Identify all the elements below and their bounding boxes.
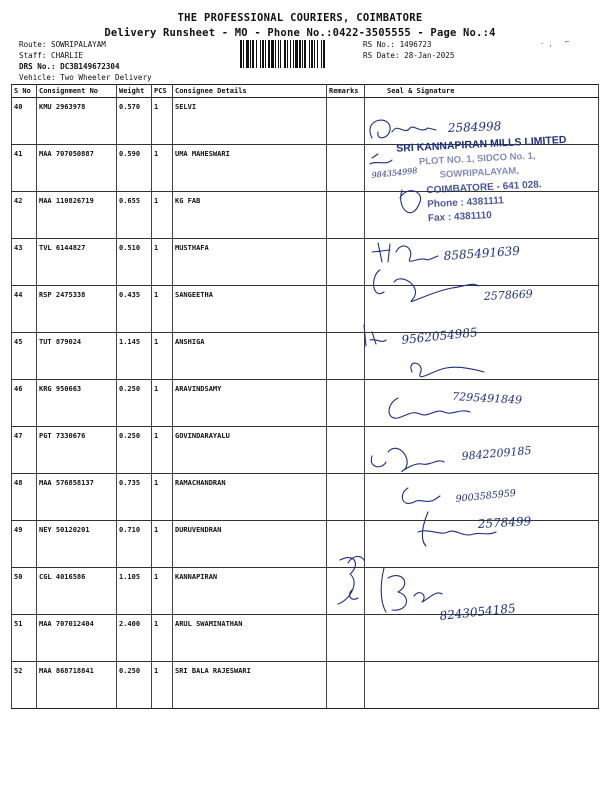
- row-pcs: 1: [152, 521, 173, 568]
- row-weight: 2.400: [117, 615, 152, 662]
- row-consignment-no: MAA 576858137: [37, 474, 117, 521]
- row-remarks: [327, 286, 365, 333]
- row-consignment-no: NEY 50120201: [37, 521, 117, 568]
- row-remarks: [327, 662, 365, 709]
- row-sno: 48: [12, 474, 37, 521]
- runsheet-table: [11, 84, 599, 709]
- staff-label: Staff: CHARLIE: [19, 51, 84, 60]
- row-consignment-no: TUT 879024: [37, 333, 117, 380]
- row-consignee: KG FAB: [173, 192, 327, 239]
- vehicle-label: Vehicle: Two Wheeler Delivery: [19, 73, 152, 82]
- row-pcs: 1: [152, 98, 173, 145]
- barcode-bar: [262, 40, 264, 68]
- table-header-row: [12, 85, 599, 98]
- row-consignment-no: MAA 110826719: [37, 192, 117, 239]
- barcode-bar: [284, 40, 286, 68]
- row-sno: 41: [12, 145, 37, 192]
- row-remarks: [327, 474, 365, 521]
- row-pcs: 1: [152, 145, 173, 192]
- barcode-bar: [271, 40, 274, 68]
- stamp-line-3: SOWRIPALAYAM,: [439, 165, 520, 181]
- row-sno: 42: [12, 192, 37, 239]
- barcode-bar: [265, 40, 266, 68]
- row-signature: [365, 98, 599, 145]
- stamp-line-2: PLOT NO. 1, SIDCO No. 1,: [418, 150, 536, 168]
- row-consignee: KANNAPIRAN: [173, 568, 327, 615]
- row-consignee: GOVINDARAYALU: [173, 427, 327, 474]
- table-row: [12, 474, 599, 521]
- row-consignment-no: CGL 4016586: [37, 568, 117, 615]
- barcode-bar: [304, 40, 306, 68]
- col-header-sno: S No: [12, 85, 37, 98]
- route-label: Route: SOWRIPALAYAM: [19, 40, 106, 49]
- row-sno: 51: [12, 615, 37, 662]
- table-row: [12, 286, 599, 333]
- handwritten-phone-46: 9562054985: [400, 325, 479, 347]
- col-header-pcs: PCS: [152, 85, 173, 98]
- drs-label: DRS No.: DC3B149672304: [19, 62, 120, 71]
- runsheet-meta-right: [363, 39, 454, 61]
- barcode-bar: [278, 40, 279, 68]
- table-row: [12, 333, 599, 380]
- handwritten-phone-49: 9003585959: [455, 487, 517, 505]
- row-weight: 0.250: [117, 380, 152, 427]
- row-pcs: 1: [152, 380, 173, 427]
- rs-date: RS Date: 28-Jan-2025: [363, 51, 455, 60]
- row-remarks: [327, 333, 365, 380]
- row-sno: 47: [12, 427, 37, 474]
- row-remarks: [327, 521, 365, 568]
- barcode-bar: [314, 40, 315, 68]
- row-weight: 0.510: [117, 239, 152, 286]
- handwritten-phone-47: 7295491849: [451, 390, 523, 407]
- row-sno: 49: [12, 521, 37, 568]
- row-remarks: [327, 427, 365, 474]
- row-consignee: DURUVENDRAN: [173, 521, 327, 568]
- row-remarks: [327, 615, 365, 662]
- row-consignee: UMA MAHESWARI: [173, 145, 327, 192]
- barcode-bar: [280, 40, 281, 68]
- barcode-bar: [293, 40, 294, 68]
- row-signature: [365, 615, 599, 662]
- row-pcs: 1: [152, 662, 173, 709]
- barcode-bar: [250, 40, 251, 68]
- table-row: [12, 615, 599, 662]
- row-consignment-no: KMU 2963978: [37, 98, 117, 145]
- runsheet-meta-left: [19, 39, 120, 72]
- row-weight: 0.655: [117, 192, 152, 239]
- table-row: [12, 662, 599, 709]
- row-signature: [365, 145, 599, 192]
- row-weight: 0.710: [117, 521, 152, 568]
- col-header-consignee: Consignee Details: [173, 85, 327, 98]
- row-weight: 1.145: [117, 333, 152, 380]
- barcode-bar: [323, 40, 325, 68]
- table-row: [12, 145, 599, 192]
- row-signature: [365, 427, 599, 474]
- handwritten-phone-48: 9842209185: [461, 443, 532, 463]
- barcode-bar: [252, 40, 254, 68]
- row-weight: 0.735: [117, 474, 152, 521]
- barcode-bar: [275, 40, 276, 68]
- row-signature: [365, 333, 599, 380]
- row-remarks: [327, 192, 365, 239]
- row-pcs: 1: [152, 192, 173, 239]
- row-pcs: 1: [152, 286, 173, 333]
- row-consignee: SELVI: [173, 98, 327, 145]
- barcode-bar: [268, 40, 270, 68]
- stamp-line-6: Fax : 4381110: [427, 209, 493, 225]
- row-consignee: RAMACHANDRAN: [173, 474, 327, 521]
- row-signature: [365, 521, 599, 568]
- row-remarks: [327, 239, 365, 286]
- col-header-remarks: Remarks: [327, 85, 365, 98]
- row-pcs: 1: [152, 474, 173, 521]
- row-pcs: 1: [152, 427, 173, 474]
- barcode-bar: [240, 40, 242, 68]
- table-row: [12, 427, 599, 474]
- barcode-icon: [240, 40, 357, 68]
- handwritten-phone-52: 8243054185: [438, 601, 517, 623]
- row-sno: 50: [12, 568, 37, 615]
- handwritten-phone-41: 984354998: [371, 166, 418, 180]
- row-pcs: 1: [152, 333, 173, 380]
- stamp-line-1: SRI KANNAPIRAN MILLS LIMITED: [395, 133, 567, 155]
- row-consignment-no: MAA 707050887: [37, 145, 117, 192]
- row-signature: [365, 239, 599, 286]
- document-title: THE PROFESSIONAL COURIERS, COIMBATORE: [177, 12, 423, 24]
- row-signature: [365, 286, 599, 333]
- row-consignee: SANGEETHA: [173, 286, 327, 333]
- row-consignment-no: MAA 707012404: [37, 615, 117, 662]
- barcode-bar: [243, 40, 244, 68]
- barcode-bar: [246, 40, 249, 68]
- row-consignment-no: RSP 2475338: [37, 286, 117, 333]
- row-consignment-no: KRG 950663: [37, 380, 117, 427]
- row-sno: 40: [12, 98, 37, 145]
- row-remarks: [327, 380, 365, 427]
- row-signature: [365, 568, 599, 615]
- table-row: [12, 98, 599, 145]
- stamp-line-5: Phone : 4381111: [426, 195, 505, 211]
- table-row: [12, 239, 599, 286]
- rs-number: RS No.: 1496723: [363, 40, 432, 49]
- barcode-bar: [287, 40, 288, 68]
- table-row: [12, 568, 599, 615]
- handwritten-phone-44: 8585491639: [443, 243, 521, 263]
- barcode-bar: [256, 40, 257, 68]
- row-consignment-no: TVL 6144827: [37, 239, 117, 286]
- barcode-bar: [311, 40, 313, 68]
- row-consignment-no: MAA 868718841: [37, 662, 117, 709]
- row-weight: 0.435: [117, 286, 152, 333]
- handwritten-phone-40: 2584998: [447, 119, 502, 135]
- row-pcs: 1: [152, 239, 173, 286]
- barcode-bar: [309, 40, 310, 68]
- row-sno: 52: [12, 662, 37, 709]
- row-sno: 43: [12, 239, 37, 286]
- row-weight: 0.570: [117, 98, 152, 145]
- barcode-bar: [290, 40, 291, 68]
- col-header-consignment: Consignment No: [37, 85, 117, 98]
- stamp-line-4: COIMBATORE - 641 028.: [426, 179, 542, 197]
- table-row: [12, 380, 599, 427]
- row-consignee: ARUL SWAMINATHAN: [173, 615, 327, 662]
- row-remarks: [327, 568, 365, 615]
- row-signature: [365, 380, 599, 427]
- barcode-bar: [299, 40, 301, 68]
- row-sno: 44: [12, 286, 37, 333]
- row-weight: 1.105: [117, 568, 152, 615]
- row-sno: 46: [12, 380, 37, 427]
- row-weight: 0.590: [117, 145, 152, 192]
- handwritten-phone-45: 2578669: [483, 287, 534, 303]
- document-subtitle: Delivery Runsheet - MO - Phone No.:0422-3505555 - Page No.:4: [104, 27, 496, 39]
- table-row: [12, 521, 599, 568]
- row-remarks: [327, 145, 365, 192]
- row-consignee: SRI BALA RAJESWARI: [173, 662, 327, 709]
- scan-speck-icon: · ,: [540, 40, 553, 48]
- col-header-weight: Weight: [117, 85, 152, 98]
- row-remarks: [327, 98, 365, 145]
- row-weight: 0.250: [117, 662, 152, 709]
- table-row: [12, 192, 599, 239]
- row-signature: [365, 192, 599, 239]
- row-signature: [365, 662, 599, 709]
- barcode-bar: [295, 40, 298, 68]
- row-pcs: 1: [152, 568, 173, 615]
- row-signature: [365, 474, 599, 521]
- row-sno: 45: [12, 333, 37, 380]
- row-consignment-no: PGT 7330676: [37, 427, 117, 474]
- row-pcs: 1: [152, 615, 173, 662]
- row-consignee: ANSHIGA: [173, 333, 327, 380]
- scan-speck-icon: ⌐: [565, 38, 570, 46]
- barcode-bar: [260, 40, 261, 68]
- handwritten-phone-50: 2578499: [477, 514, 532, 531]
- barcode-bar: [321, 40, 322, 68]
- row-consignee: ARAVINDSAMY: [173, 380, 327, 427]
- col-header-signature: Seal & Signature: [365, 85, 599, 98]
- barcode-bar: [302, 40, 303, 68]
- row-consignee: MUSTHAFA: [173, 239, 327, 286]
- barcode-bar: [317, 40, 318, 68]
- row-weight: 0.250: [117, 427, 152, 474]
